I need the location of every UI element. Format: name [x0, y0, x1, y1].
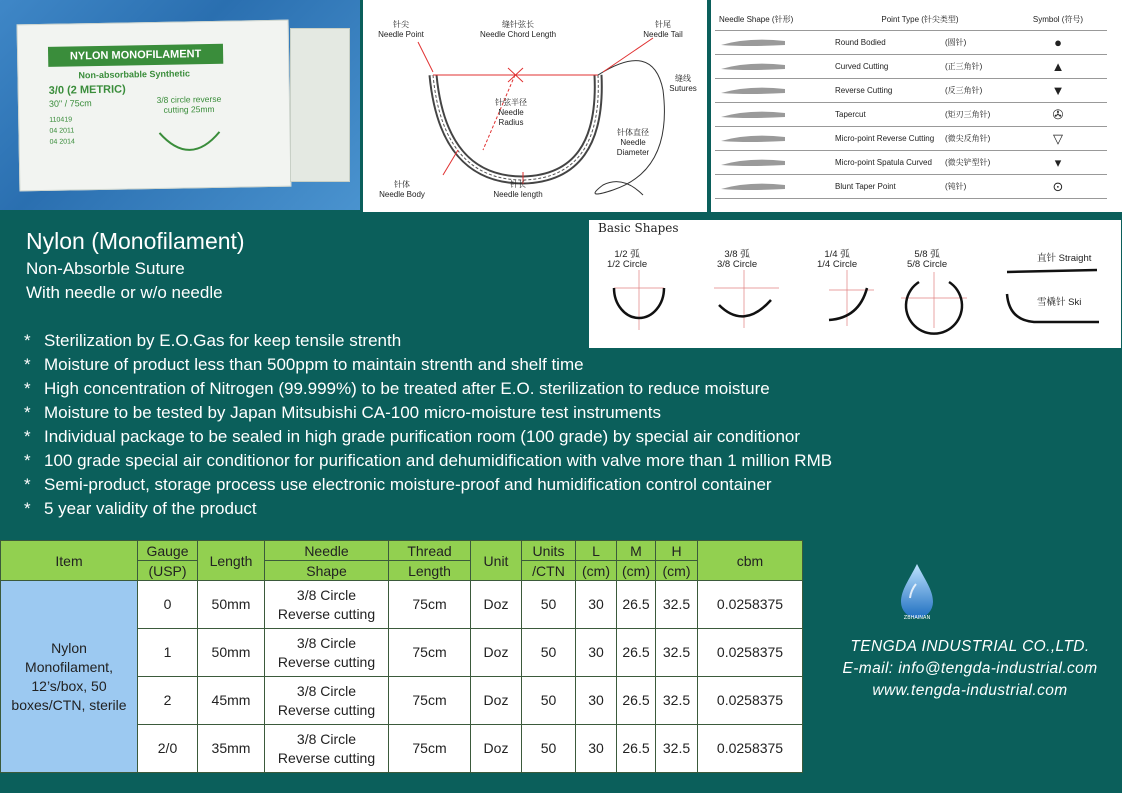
unit-cell: Doz	[471, 629, 522, 677]
col-needle-shape: Needle Shape (针形)	[715, 8, 831, 31]
needle-shape-cell: 3/8 Circle Reverse cutting	[265, 677, 389, 725]
package-lot: 110419	[49, 116, 73, 124]
product-subtitle: Non-Absorble Suture	[26, 259, 185, 278]
units-cell: 50	[522, 629, 576, 677]
bullet-icon: *	[24, 331, 31, 350]
needle-anatomy-diagram	[363, 0, 707, 212]
bullet-icon: *	[24, 355, 31, 374]
package-exp: 04 2014	[49, 138, 75, 146]
header-cbm: cbm	[698, 541, 803, 581]
header-h-cm: (cm)	[656, 561, 698, 581]
gauge-cell: 2	[138, 677, 198, 725]
label-needle-point: 针尖 Needle Point	[378, 20, 424, 39]
header-l-cm: (cm)	[576, 561, 617, 581]
feature-item	[24, 425, 832, 449]
needle-shape-cell: 3/8 Circle Reverse cutting	[265, 581, 389, 629]
needle-point-type: Micro-point Spatula Curved (微尖铲型针)	[831, 151, 1009, 175]
table-header-row	[1, 541, 803, 561]
needle-type-row	[715, 31, 1107, 55]
package-needle: 3/8 circle reverse cutting 25mm	[156, 93, 222, 115]
needle-types-chart	[711, 0, 1122, 212]
feature-item	[24, 449, 832, 473]
needle-type-row	[715, 55, 1107, 79]
needle-symbol-icon: ⊙	[1009, 175, 1107, 199]
l-cell: 30	[576, 677, 617, 725]
unit-cell: Doz	[471, 677, 522, 725]
feature-item	[24, 497, 832, 521]
bullet-icon: *	[24, 403, 31, 422]
bullet-icon: *	[24, 451, 31, 470]
header-length: Length	[198, 541, 265, 581]
length-cell: 35mm	[198, 725, 265, 773]
cbm-cell: 0.0258375	[698, 629, 803, 677]
label-needle-body: 针体 Needle Body	[379, 180, 425, 199]
package-needle-icon	[154, 127, 225, 158]
needle-shape-icon	[715, 79, 831, 103]
bullet-icon: *	[24, 475, 31, 494]
feature-text: 100 grade special air conditionor for purification and dehumidification with valve more than 1 million RMB	[44, 451, 833, 470]
label-sutures: 缝线 Sutures	[669, 74, 697, 93]
needle-shape-cell: 3/8 Circle Reverse cutting	[265, 725, 389, 773]
table-row	[1, 581, 803, 629]
needle-type-row	[715, 127, 1107, 151]
needle-point-type: Blunt Taper Point (钝针)	[831, 175, 1009, 199]
header-unit: Unit	[471, 541, 522, 581]
m-cell: 26.5	[617, 629, 656, 677]
header-thread: Thread	[389, 541, 471, 561]
product-needle-option: With needle or w/o needle	[26, 283, 223, 302]
company-website[interactable]: www.tengda-industrial.com	[872, 682, 1068, 699]
feature-item	[24, 377, 832, 401]
needle-type-row	[715, 103, 1107, 127]
needle-symbol-icon: ●	[1009, 31, 1107, 55]
header-h: H	[656, 541, 698, 561]
package-brand: NYLON MONOFILAMENT	[48, 44, 223, 67]
feature-text: Individual package to be sealed in high grade purification room (100 grade) by special air conditionor	[44, 427, 801, 446]
header-units: Units	[522, 541, 576, 561]
needle-symbol-icon: ▲	[1009, 55, 1107, 79]
m-cell: 26.5	[617, 581, 656, 629]
header-m-cm: (cm)	[617, 561, 656, 581]
label-radius: 针弦半径 Needle Radius	[495, 98, 527, 127]
feature-item	[24, 401, 832, 425]
m-cell: 26.5	[617, 677, 656, 725]
gauge-cell: 0	[138, 581, 198, 629]
h-cell: 32.5	[656, 677, 698, 725]
h-cell: 32.5	[656, 725, 698, 773]
company-email[interactable]: E-mail: info@tengda-industrial.com	[842, 660, 1098, 677]
needle-symbol-icon: ▽	[1009, 127, 1107, 151]
col-symbol: Symbol (符号)	[1009, 8, 1107, 31]
needle-type-row	[715, 151, 1107, 175]
feature-text: Semi-product, storage process use electronic moisture-proof and humidification control container	[44, 475, 772, 494]
length-cell: 50mm	[198, 629, 265, 677]
feature-item	[24, 329, 832, 353]
l-cell: 30	[576, 725, 617, 773]
unit-cell: Doz	[471, 581, 522, 629]
needle-point-type: Micro-point Reverse Cutting (微尖反角针)	[831, 127, 1009, 151]
needle-symbol-icon: ▼	[1009, 79, 1107, 103]
needle-shape-icon	[715, 55, 831, 79]
shape-5-8-label: 5/8 弧 5/8 Circle	[907, 249, 948, 270]
feature-text: High concentration of Nitrogen (99.999%) to be treated after E.O. sterilization to reduce moisture	[44, 379, 770, 398]
thread-cell: 75cm	[389, 581, 471, 629]
gauge-cell: 2/0	[138, 725, 198, 773]
header-l: L	[576, 541, 617, 561]
item-description: Nylon Monofilament, 12’s/box, 50 boxes/CTN, sterile	[1, 581, 138, 773]
header-thread-length: Length	[389, 561, 471, 581]
needle-types-header	[715, 8, 1107, 31]
shape-straight-label: 直针 Straight	[1037, 253, 1092, 264]
needle-point-type: Round Bodied (圆针)	[831, 31, 1009, 55]
needle-symbol-icon: ✇	[1009, 103, 1107, 127]
label-needle-tail: 针尾 Needle Tail	[643, 20, 683, 39]
company-logo-text: ZBHAINAN	[903, 615, 931, 621]
bullet-icon: *	[24, 379, 31, 398]
label-needle-length: 针长 Needle length	[493, 180, 543, 199]
feature-list	[24, 329, 832, 521]
feature-item	[24, 473, 832, 497]
package-mfg: 04 2011	[49, 127, 75, 135]
shape-half-label: 1/2 弧 1/2 Circle	[607, 249, 648, 270]
package-side-strip	[290, 28, 350, 182]
bullet-icon: *	[24, 427, 31, 446]
needle-point-type: Curved Cutting (正三角针)	[831, 55, 1009, 79]
feature-text: 5 year validity of the product	[44, 499, 257, 518]
company-info	[820, 636, 1120, 702]
header-gauge: Gauge	[138, 541, 198, 561]
product-title: Nylon (Monofilament)	[26, 228, 245, 254]
header-units-ctn: /CTN	[522, 561, 576, 581]
thread-cell: 75cm	[389, 677, 471, 725]
company-name: TENGDA INDUSTRIAL CO.,LTD.	[850, 638, 1090, 655]
label-diameter: 针体直径 Needle Diameter	[616, 128, 650, 157]
h-cell: 32.5	[656, 629, 698, 677]
length-cell: 50mm	[198, 581, 265, 629]
package-length: 30" / 75cm	[48, 98, 92, 109]
needle-shape-icon	[715, 31, 831, 55]
col-point-type: Point Type (针尖类型)	[831, 8, 1009, 31]
needle-shape-cell: 3/8 Circle Reverse cutting	[265, 629, 389, 677]
package-lot-info	[49, 114, 75, 147]
units-cell: 50	[522, 725, 576, 773]
feature-text: Sterilization by E.O.Gas for keep tensile strenth	[44, 331, 402, 350]
l-cell: 30	[576, 581, 617, 629]
basic-shapes-title: Basic Shapes	[598, 221, 679, 235]
needle-point-type: Reverse Cutting (反三角针)	[831, 79, 1009, 103]
m-cell: 26.5	[617, 725, 656, 773]
company-logo-icon	[897, 562, 937, 622]
bullet-icon: *	[24, 499, 31, 518]
package-type: Non-absorbable Synthetic	[78, 68, 191, 81]
feature-text: Moisture to be tested by Japan Mitsubishi CA-100 micro-moisture test instruments	[44, 403, 661, 422]
cbm-cell: 0.0258375	[698, 581, 803, 629]
units-cell: 50	[522, 677, 576, 725]
package-photo	[0, 0, 360, 210]
feature-text: Moisture of product less than 500ppm to maintain strenth and shelf time	[44, 355, 584, 374]
length-cell: 45mm	[198, 677, 265, 725]
header-gauge-usp: (USP)	[138, 561, 198, 581]
needle-shape-icon	[715, 151, 831, 175]
cbm-cell: 0.0258375	[698, 677, 803, 725]
thread-cell: 75cm	[389, 725, 471, 773]
needle-point-type: Tapercut (矩刃三角针)	[831, 103, 1009, 127]
cbm-cell: 0.0258375	[698, 725, 803, 773]
gauge-cell: 1	[138, 629, 198, 677]
package-card	[17, 20, 292, 192]
needle-type-row	[715, 79, 1107, 103]
header-m: M	[617, 541, 656, 561]
feature-item	[24, 353, 832, 377]
shape-ski-label: 雪橇针 Ski	[1037, 297, 1082, 308]
label-chord-length: 缝针弦长 Needle Chord Length	[479, 20, 557, 39]
unit-cell: Doz	[471, 725, 522, 773]
thread-cell: 75cm	[389, 629, 471, 677]
units-cell: 50	[522, 581, 576, 629]
product-spec-table	[0, 540, 803, 773]
shape-3-8-label: 3/8 弧 3/8 Circle	[717, 249, 758, 270]
h-cell: 32.5	[656, 581, 698, 629]
header-needle-shape: Shape	[265, 561, 389, 581]
needle-shape-icon	[715, 127, 831, 151]
shape-1-4-label: 1/4 弧 1/4 Circle	[817, 249, 858, 270]
needle-symbol-icon: ▾	[1009, 151, 1107, 175]
package-size: 3/0 (2 METRIC)	[48, 83, 126, 97]
needle-shape-icon	[715, 103, 831, 127]
needle-shape-icon	[715, 175, 831, 199]
needle-types-table	[715, 8, 1107, 199]
l-cell: 30	[576, 629, 617, 677]
needle-type-row	[715, 175, 1107, 199]
header-needle: Needle	[265, 541, 389, 561]
header-item: Item	[1, 541, 138, 581]
